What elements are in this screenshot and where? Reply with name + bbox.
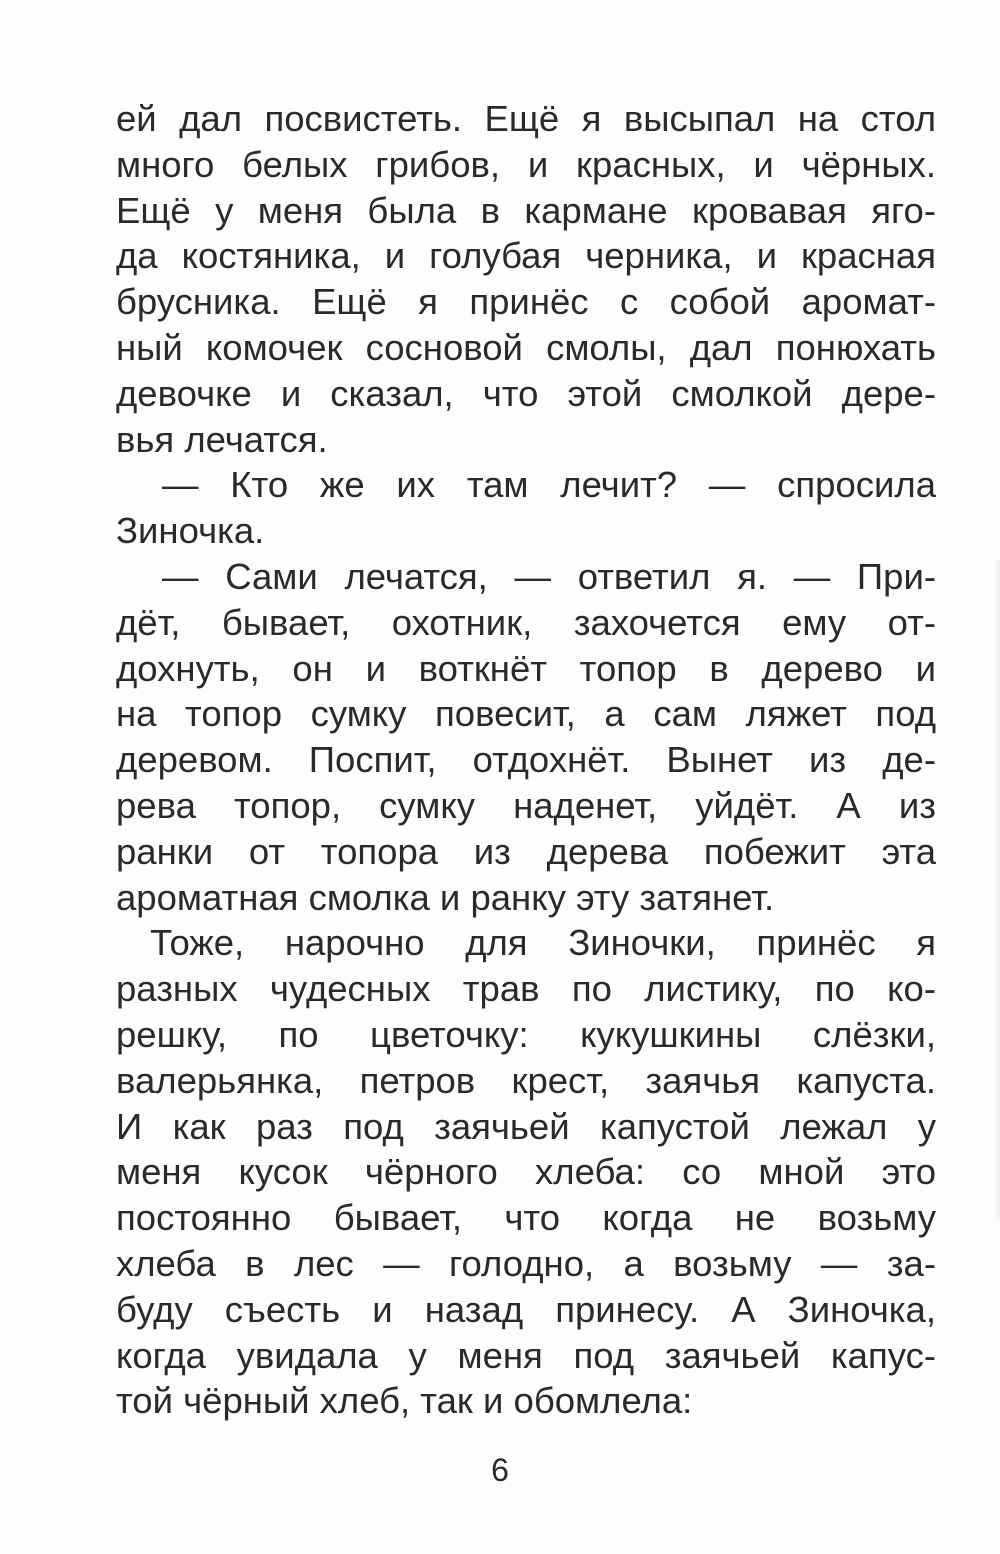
text-line: постоянно бывает, что когда не возьму bbox=[116, 1197, 936, 1239]
text-line: брусника. Ещё я принёс с собой аромат- bbox=[116, 281, 936, 323]
text-line: девочке и сказал, что этой смолкой дере- bbox=[116, 372, 936, 414]
text-line: рева топор, сумку наденет, уйдёт. А из bbox=[116, 784, 936, 826]
text-line: валерьянка, петров крест, заячья капуста. bbox=[116, 1059, 936, 1101]
text-line: И как раз под заячьей капустой лежал у bbox=[116, 1105, 936, 1147]
text-line: меня кусок чёрного хлеба: со мной это bbox=[116, 1151, 936, 1193]
text-line: много белых грибов, и красных, и чёрных. bbox=[116, 143, 936, 185]
text-line: ранки от топора из дерева побежит эта bbox=[116, 830, 936, 872]
text-line: ный комочек сосновой смолы, дал понюхать bbox=[116, 326, 936, 368]
text-line: вья лечатся. bbox=[116, 418, 328, 460]
text-line: дёт, бывает, охотник, захочется ему от- bbox=[116, 601, 936, 643]
page-body-text bbox=[116, 96, 936, 1424]
text-line: Зиночка. bbox=[116, 510, 265, 552]
text-line: той чёрный хлеб, так и обомлела: bbox=[116, 1380, 693, 1422]
text-line: деревом. Поспит, отдохнёт. Вынет из де- bbox=[116, 739, 936, 781]
text-line: хлеба в лес — голодно, а возьму — за- bbox=[116, 1242, 936, 1284]
text-line: да костяника, и голубая черника, и красная bbox=[116, 235, 936, 277]
text-line: Тоже, нарочно для Зиночки, принёс я bbox=[150, 922, 936, 964]
page-number: 6 bbox=[491, 1452, 509, 1488]
text-line: когда увидала у меня под заячьей капус- bbox=[116, 1334, 936, 1376]
page-edge-shadow bbox=[994, 560, 1000, 1220]
text-line: — Сами лечатся, — ответил я. — При- bbox=[162, 555, 936, 597]
text-line: дохнуть, он и воткнёт топор в дерево и bbox=[116, 647, 936, 689]
text-line: ей дал посвистеть. Ещё я высыпал на стол bbox=[116, 98, 936, 139]
text-line: ароматная смолка и ранку эту затянет. bbox=[116, 876, 775, 918]
text-line: буду съесть и назад принесу. А Зиночка, bbox=[116, 1288, 936, 1330]
text-line: разных чудесных трав по листику, по ко- bbox=[116, 968, 936, 1010]
text-line: на топор сумку повесит, а сам ляжет под bbox=[116, 693, 936, 735]
text-line: решку, по цветочку: кукушкины слёзки, bbox=[116, 1013, 936, 1055]
text-line: — Кто же их там лечит? — спросила bbox=[162, 464, 936, 506]
text-line: Ещё у меня была в кармане кровавая яго- bbox=[116, 189, 936, 231]
